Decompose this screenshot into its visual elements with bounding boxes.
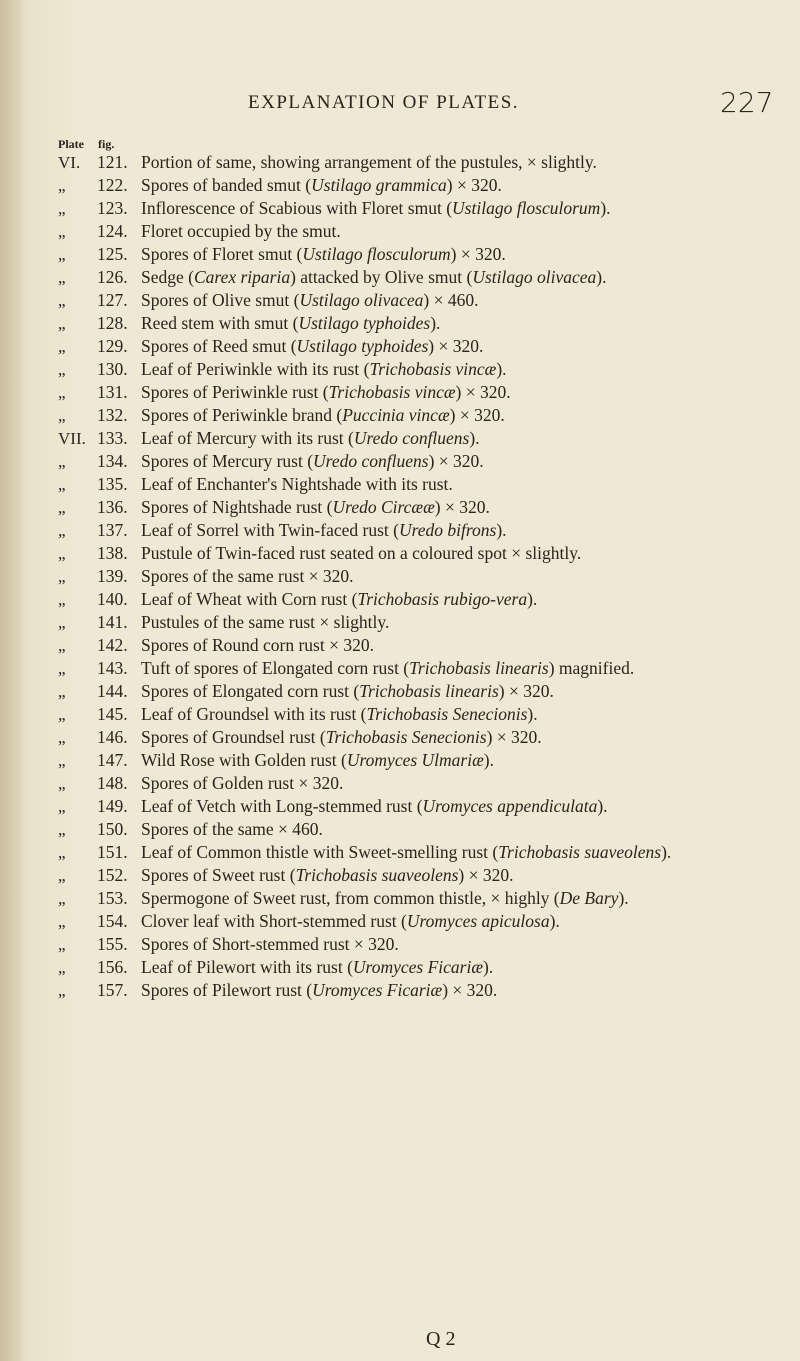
figure-caption: Pustules of the same rust × slightly. <box>141 612 390 632</box>
plate-entry <box>0 658 800 679</box>
plate-entry <box>0 543 800 564</box>
plate-number: „ <box>58 498 66 517</box>
plate-entry <box>0 842 800 863</box>
figure-number: 150. <box>97 819 128 839</box>
page-header <box>0 86 800 126</box>
plate-entry <box>0 290 800 311</box>
figure-caption: Spores of Elongated corn rust (Trichobasis linearis) × 320. <box>141 681 554 701</box>
plate-number: „ <box>58 958 66 977</box>
plate-number: „ <box>58 682 66 701</box>
plate-number: „ <box>58 567 66 586</box>
plate-entry <box>0 359 800 380</box>
figure-number: 124. <box>97 221 128 241</box>
figure-caption: Leaf of Periwinkle with its rust (Trichobasis vincæ). <box>141 359 507 379</box>
figure-caption: Portion of same, showing arrangement of the pustules, × slightly. <box>141 152 597 172</box>
figure-number: 139. <box>97 566 128 586</box>
plate-number: „ <box>58 452 66 471</box>
plate-number: „ <box>58 245 66 264</box>
figure-caption: Leaf of Mercury with its rust (Uredo confluens). <box>141 428 480 448</box>
plate-entry <box>0 244 800 265</box>
plate-number: „ <box>58 406 66 425</box>
figure-caption: Spores of Sweet rust (Trichobasis suaveolens) × 320. <box>141 865 514 885</box>
plate-number: „ <box>58 337 66 356</box>
plate-number: „ <box>58 383 66 402</box>
figure-number: 136. <box>97 497 128 517</box>
plate-entry <box>0 566 800 587</box>
plate-number: „ <box>58 222 66 241</box>
figure-number: 125. <box>97 244 128 264</box>
plate-number: „ <box>58 728 66 747</box>
figure-caption: Clover leaf with Short-stemmed rust (Uromyces apiculosa). <box>141 911 560 931</box>
plate-number: „ <box>58 199 66 218</box>
figure-number: 153. <box>97 888 128 908</box>
printer-signature: Q 2 <box>426 1328 456 1350</box>
figure-caption: Pustule of Twin-faced rust seated on a coloured spot × slightly. <box>141 543 582 563</box>
figure-number: 145. <box>97 704 128 724</box>
plate-number: VII. <box>58 429 86 448</box>
figure-caption: Spores of Reed smut (Ustilago typhoides) × 320. <box>141 336 484 356</box>
figure-caption: Spores of Round corn rust × 320. <box>141 635 374 655</box>
figure-caption: Inflorescence of Scabious with Floret smut (Ustilago flosculorum). <box>141 198 611 218</box>
figure-caption: Floret occupied by the smut. <box>141 221 341 241</box>
figure-caption: Leaf of Vetch with Long-stemmed rust (Uromyces appendiculata). <box>141 796 608 816</box>
figure-number: 138. <box>97 543 128 563</box>
figure-caption: Leaf of Common thistle with Sweet-smelling rust (Trichobasis suaveolens). <box>141 842 672 862</box>
figure-caption: Spermogone of Sweet rust, from common thistle, × highly (De Bary). <box>141 888 629 908</box>
plate-number: „ <box>58 843 66 862</box>
figure-caption: Spores of banded smut (Ustilago grammica) × 320. <box>141 175 502 195</box>
plate-number: „ <box>58 981 66 1000</box>
plate-entry <box>0 267 800 288</box>
figure-caption: Spores of Periwinkle rust (Trichobasis vincæ) × 320. <box>141 382 511 402</box>
figure-number: 143. <box>97 658 128 678</box>
figure-caption: Spores of Groundsel rust (Trichobasis Senecionis) × 320. <box>141 727 542 747</box>
figure-caption: Wild Rose with Golden rust (Uromyces Ulmariæ). <box>141 750 494 770</box>
plate-number: „ <box>58 314 66 333</box>
plate-entry <box>0 152 800 173</box>
plate-entry <box>0 520 800 541</box>
plate-number: „ <box>58 889 66 908</box>
figure-caption: Spores of the same rust × 320. <box>141 566 354 586</box>
plate-number: „ <box>58 774 66 793</box>
figure-caption: Spores of Mercury rust (Uredo confluens) × 320. <box>141 451 484 471</box>
plate-number: „ <box>58 751 66 770</box>
figure-number: 137. <box>97 520 128 540</box>
plate-entry <box>0 635 800 656</box>
figure-number: 133. <box>97 428 128 448</box>
plate-entry <box>0 911 800 932</box>
plate-entry <box>0 865 800 886</box>
plate-entry <box>0 681 800 702</box>
plate-entry <box>0 612 800 633</box>
plate-number: „ <box>58 544 66 563</box>
figure-caption: Spores of Golden rust × 320. <box>141 773 344 793</box>
plate-number: „ <box>58 705 66 724</box>
figure-number: 156. <box>97 957 128 977</box>
plate-number: „ <box>58 866 66 885</box>
plate-number: „ <box>58 820 66 839</box>
figure-caption: Leaf of Sorrel with Twin-faced rust (Uredo bifrons). <box>141 520 507 540</box>
figure-caption: Leaf of Enchanter's Nightshade with its rust. <box>141 474 453 494</box>
figure-caption: Tuft of spores of Elongated corn rust (Trichobasis linearis) magnified. <box>141 658 635 678</box>
figure-number: 131. <box>97 382 128 402</box>
figure-number: 129. <box>97 336 128 356</box>
figure-number: 132. <box>97 405 128 425</box>
figure-caption: Leaf of Pilewort with its rust (Uromyces Ficariæ). <box>141 957 494 977</box>
plate-number: „ <box>58 613 66 632</box>
figure-number: 141. <box>97 612 128 632</box>
plate-number: „ <box>58 360 66 379</box>
figure-caption: Spores of the same × 460. <box>141 819 323 839</box>
figure-number: 154. <box>97 911 128 931</box>
plate-number: „ <box>58 659 66 678</box>
plate-entry <box>0 405 800 426</box>
figure-number: 123. <box>97 198 128 218</box>
figure-caption: Spores of Short-stemmed rust × 320. <box>141 934 399 954</box>
figure-number: 142. <box>97 635 128 655</box>
page-number: 227 <box>720 86 774 119</box>
plate-entry <box>0 796 800 817</box>
figure-number: 146. <box>97 727 128 747</box>
figure-caption: Spores of Floret smut (Ustilago flosculorum) × 320. <box>141 244 506 264</box>
figure-number: 151. <box>97 842 128 862</box>
plate-number: „ <box>58 291 66 310</box>
plate-entry <box>0 497 800 518</box>
figure-number: 121. <box>97 152 128 172</box>
figure-number: 152. <box>97 865 128 885</box>
figure-number: 148. <box>97 773 128 793</box>
figure-caption: Spores of Nightshade rust (Uredo Circææ) × 320. <box>141 497 490 517</box>
figure-number: 128. <box>97 313 128 333</box>
running-title: EXPLANATION OF PLATES. <box>248 92 520 113</box>
plate-entries-list <box>0 152 800 1003</box>
plate-number: „ <box>58 590 66 609</box>
figure-number: 155. <box>97 934 128 954</box>
figure-number: 126. <box>97 267 128 287</box>
figure-caption: Spores of Pilewort rust (Uromyces Ficariæ) × 320. <box>141 980 498 1000</box>
plate-entry <box>0 704 800 725</box>
plate-number: VI. <box>58 153 81 172</box>
figure-number: 147. <box>97 750 128 770</box>
figure-caption: Spores of Olive smut (Ustilago olivacea) × 460. <box>141 290 479 310</box>
plate-number: „ <box>58 935 66 954</box>
plate-number: „ <box>58 268 66 287</box>
plate-entry <box>0 727 800 748</box>
column-head-fig: fig. <box>98 137 115 151</box>
figure-number: 140. <box>97 589 128 609</box>
figure-number: 157. <box>97 980 128 1000</box>
plate-number: „ <box>58 521 66 540</box>
plate-entry <box>0 888 800 909</box>
plate-entry <box>0 957 800 978</box>
figure-number: 127. <box>97 290 128 310</box>
plate-entry <box>0 428 800 449</box>
figure-number: 122. <box>97 175 128 195</box>
figure-number: 134. <box>97 451 128 471</box>
plate-entry <box>0 589 800 610</box>
plate-entry <box>0 313 800 334</box>
plate-entry <box>0 750 800 771</box>
figure-caption: Spores of Periwinkle brand (Puccinia vincæ) × 320. <box>141 405 505 425</box>
plate-entry <box>0 382 800 403</box>
plate-entry <box>0 934 800 955</box>
column-head-plate: Plate <box>58 137 84 151</box>
plate-entry <box>0 773 800 794</box>
plate-entry <box>0 451 800 472</box>
plate-entry <box>0 175 800 196</box>
figure-number: 130. <box>97 359 128 379</box>
plate-number: „ <box>58 636 66 655</box>
figure-caption: Leaf of Groundsel with its rust (Trichobasis Senecionis). <box>141 704 538 724</box>
figure-caption: Leaf of Wheat with Corn rust (Trichobasis rubigo-vera). <box>141 589 538 609</box>
figure-caption: Reed stem with smut (Ustilago typhoides). <box>141 313 441 333</box>
figure-number: 149. <box>97 796 128 816</box>
figure-number: 144. <box>97 681 128 701</box>
plate-number: „ <box>58 176 66 195</box>
plate-entry <box>0 980 800 1001</box>
plate-entry <box>0 221 800 242</box>
plate-number: „ <box>58 797 66 816</box>
plate-entry <box>0 474 800 495</box>
plate-entry <box>0 198 800 219</box>
plate-entry <box>0 336 800 357</box>
figure-caption: Sedge (Carex riparia) attacked by Olive smut (Ustilago olivacea). <box>141 267 607 287</box>
plate-number: „ <box>58 912 66 931</box>
plate-entry <box>0 819 800 840</box>
plate-number: „ <box>58 475 66 494</box>
figure-number: 135. <box>97 474 128 494</box>
